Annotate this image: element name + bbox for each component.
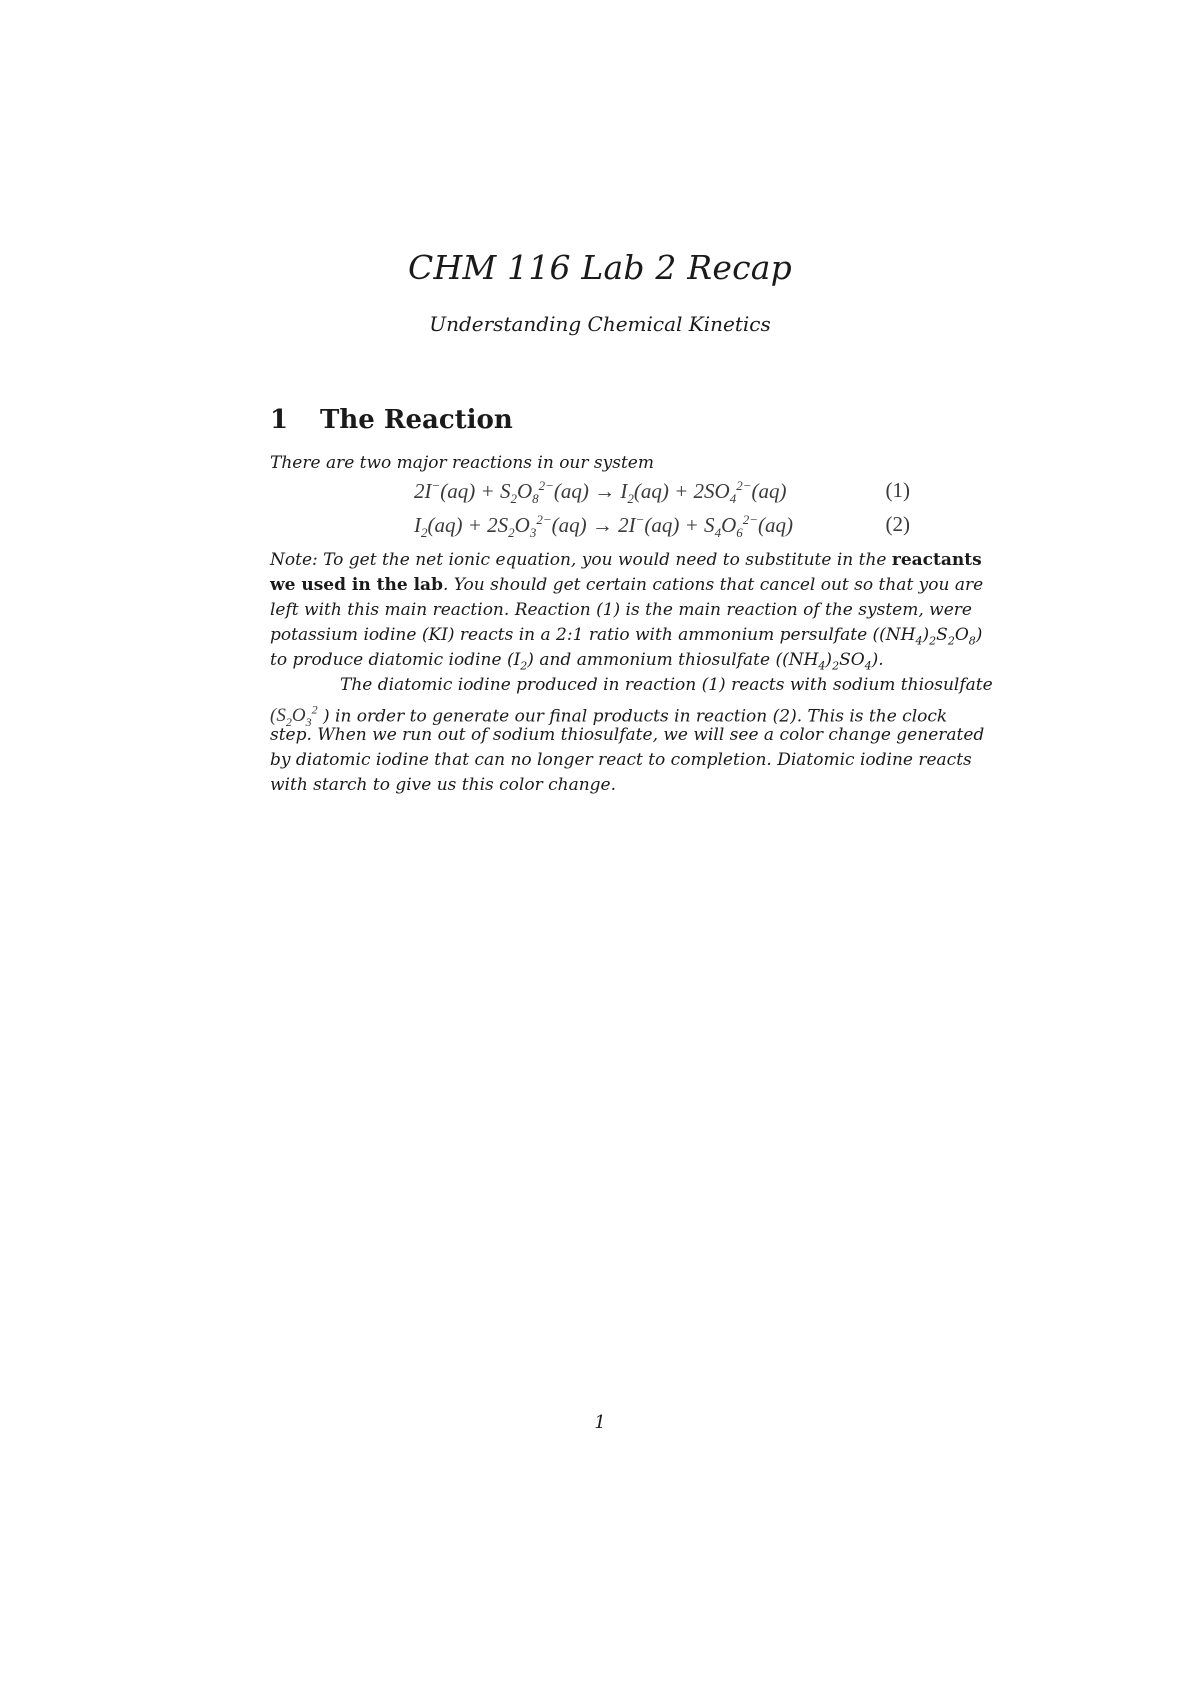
- paragraph-line: step. When we run out of sodium thiosulfate, we will see a color change generated: [270, 725, 985, 745]
- equation-1-expression: $2I^-(aq) + S_2O_8^{2-}(aq) \to I_2(aq) + 2SO_4^{2-}(aq)$: [414, 478, 787, 507]
- paragraph-clock-step: [270, 673, 993, 798]
- document-subtitle: Understanding Chemical Kinetics: [429, 312, 771, 336]
- paragraph-line: with starch to give us this color change.: [270, 775, 617, 795]
- bold-text: we used in the lab: [270, 575, 443, 595]
- paragraph-line: potassium iodine (KI) reacts in a 2:1 ratio with ammonium persulfate $((NH_4)_2S_2O_8)$: [270, 625, 983, 648]
- equation-2-expression: $I_2(aq) + 2S_2O_3^{2-}(aq) \to 2I^-(aq) + S_4O_6^{2-}(aq)$: [414, 512, 794, 541]
- page-number: 1: [594, 1412, 606, 1433]
- paragraph-line: by diatomic iodine that can no longer react to completion. Diatomic iodine reacts: [270, 750, 972, 770]
- text-run: ) in order to generate our final products in reaction (2). This is the clock: [322, 706, 948, 727]
- paragraph-note: [270, 548, 984, 673]
- paragraph-line: [270, 698, 970, 730]
- equation-2: [270, 512, 910, 542]
- text-run: ) and ammonium thiosulfate ((NH: [527, 650, 819, 670]
- document-title: CHM 116 Lab 2 Recap: [408, 248, 792, 287]
- paragraph-line: [270, 573, 984, 598]
- section-title: The Reaction: [320, 405, 513, 435]
- equation-1: [270, 478, 910, 508]
- bold-text: reactants: [891, 550, 982, 570]
- section-intro: There are two major reactions in our system: [270, 453, 654, 473]
- paragraph-line: left with this main reaction. Reaction (1) is the main reaction of the system, were: [270, 600, 972, 620]
- equation-1-number: (1): [885, 478, 910, 502]
- paragraph-line: The diatomic iodine produced in reaction (1) reacts with sodium thiosulfate: [340, 675, 993, 695]
- section-heading: [270, 405, 513, 435]
- inline-formula: ($S_2O_3^2$: [270, 703, 318, 730]
- text-run: to produce diatomic iodine (I: [270, 650, 521, 670]
- text-run: Note: To get the net ionic equation, you would need to substitute in the: [270, 550, 892, 570]
- text-run: . You should get certain cations that cancel out so that you are: [442, 575, 984, 595]
- paragraph-line: [270, 548, 982, 573]
- paragraph-line: to produce diatomic iodine $(I_2)$ and ammonium thiosulfate $((NH_4)_2SO_4)$.: [270, 650, 884, 673]
- equation-2-number: (2): [885, 512, 910, 536]
- section-number: 1: [270, 405, 289, 435]
- text-run: potassium iodine (KI) reacts in a 2:1 ratio with ammonium persulfate ((NH: [270, 625, 916, 645]
